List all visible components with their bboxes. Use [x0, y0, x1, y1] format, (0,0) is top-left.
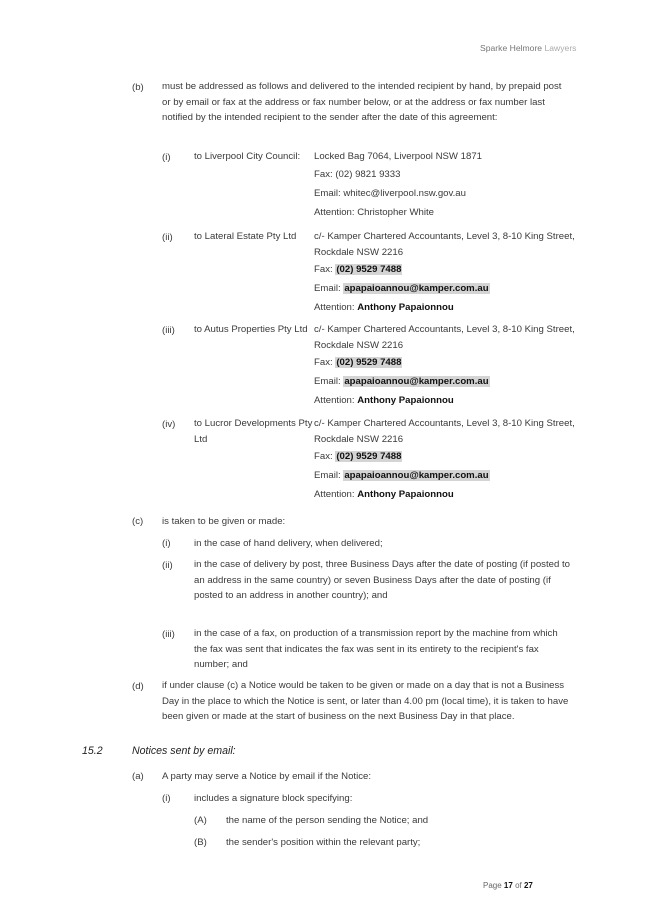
- email-label: Email:: [314, 470, 341, 481]
- sub-sub-clause-text: the sender's position within the relevant party;: [226, 837, 421, 848]
- clause-c-text: is taken to be given or made:: [162, 516, 286, 527]
- recipient-label: (iv): [162, 419, 176, 430]
- total-pages: 27: [523, 881, 533, 890]
- attention-label: Attention:: [314, 302, 355, 313]
- section-title: Notices sent by email:: [132, 745, 236, 757]
- clause-d-text: if under clause (c) a Notice would be taken to be given or made on a day that is not a Business Day in the place to which the Notice is sent, or later than 4.00 pm (local time), it is taken to have been given or made at the start of business on the next Business Day in that place.: [162, 680, 569, 722]
- fax-label: Fax:: [314, 451, 333, 462]
- section-number: 15.2: [82, 745, 103, 757]
- sub-clause-label: (iii): [162, 629, 175, 640]
- attention-label: Attention:: [314, 395, 355, 406]
- fax-number: (02) 9821 9333: [335, 169, 401, 180]
- email-address: apapaioannou@kamper.com.au: [344, 376, 489, 387]
- email-label: Email:: [314, 283, 341, 294]
- page-number: [483, 881, 533, 890]
- attention-name: Anthony Papaionnou: [357, 302, 454, 313]
- email-address: apapaioannou@kamper.com.au: [344, 470, 489, 481]
- sub-clause-label: (i): [162, 538, 171, 549]
- sub-clause-text: in the case of delivery by post, three Business Days after the date of posting (if posted to an address in the same country) or seven Business Days after the date of posting (if posted to an address in another country); and: [194, 559, 570, 601]
- recipient-email: [314, 376, 490, 387]
- recipient-name: to Lateral Estate Pty Ltd: [194, 231, 297, 242]
- recipient-fax: [314, 451, 402, 462]
- clause-label-a: (a): [132, 771, 144, 782]
- recipient-fax: [314, 264, 402, 275]
- recipient-label: (ii): [162, 232, 173, 243]
- recipient-email: [314, 188, 466, 199]
- recipient-address: c/- Kamper Chartered Accountants, Level 3, 8-10 King Street, Rockdale NSW 2216: [314, 324, 575, 351]
- fax-label: Fax:: [314, 264, 333, 275]
- fax-label: Fax:: [314, 169, 333, 180]
- attention-name: Anthony Papaionnou: [357, 395, 454, 406]
- recipient-name: to Lucror Developments Pty Ltd: [194, 418, 313, 445]
- email-label: Email:: [314, 188, 341, 199]
- fax-number: (02) 9529 7488: [336, 264, 402, 275]
- recipient-fax: [314, 169, 400, 180]
- recipient-address: Locked Bag 7064, Liverpool NSW 1871: [314, 151, 482, 162]
- sub-clause-label: (i): [162, 793, 171, 804]
- attention-name: Christopher White: [357, 207, 434, 218]
- fax-label: Fax:: [314, 357, 333, 368]
- recipient-name: to Autus Properties Pty Ltd: [194, 324, 308, 335]
- recipient-attention: [314, 395, 454, 406]
- email-label: Email:: [314, 376, 341, 387]
- recipient-attention: [314, 489, 454, 500]
- recipient-fax: [314, 357, 402, 368]
- sub-sub-clause-text: the name of the person sending the Notice; and: [226, 815, 429, 826]
- sub-clause-text: in the case of a fax, on production of a transmission report by the machine from which the fax was sent that indicates the fax was sent in its entirety to the recipient's fax number; and: [194, 628, 558, 670]
- recipient-email: [314, 470, 490, 481]
- attention-label: Attention:: [314, 489, 355, 500]
- fax-number: (02) 9529 7488: [336, 357, 402, 368]
- firm-name: Sparke Helmore: [480, 43, 543, 53]
- sub-clause-label: (ii): [162, 560, 173, 571]
- email-address: apapaioannou@kamper.com.au: [344, 283, 489, 294]
- page-prefix: Page: [483, 881, 502, 890]
- page-of: of: [515, 881, 522, 890]
- clause-label-d: (d): [132, 681, 144, 692]
- sub-clause-text: in the case of hand delivery, when delivered;: [194, 538, 383, 549]
- attention-name: Anthony Papaionnou: [357, 489, 454, 500]
- email-address: whitec@liverpool.nsw.gov.au: [343, 188, 466, 199]
- recipient-label: (i): [162, 152, 171, 163]
- recipient-label: (iii): [162, 325, 175, 336]
- sub-sub-clause-label: (A): [194, 815, 207, 826]
- current-page: 17: [503, 881, 513, 890]
- fax-number: (02) 9529 7488: [336, 451, 402, 462]
- recipient-name: to Liverpool City Council:: [194, 151, 301, 162]
- page-header: [480, 43, 576, 53]
- recipient-email: [314, 283, 490, 294]
- recipient-address: c/- Kamper Chartered Accountants, Level 3, 8-10 King Street, Rockdale NSW 2216: [314, 418, 575, 445]
- clause-a-text: A party may serve a Notice by email if the Notice:: [162, 771, 372, 782]
- attention-label: Attention:: [314, 207, 355, 218]
- clause-label-c: (c): [132, 516, 144, 527]
- clause-label-b: (b): [132, 82, 144, 93]
- clause-b-text: must be addressed as follows and delivered to the intended recipient by hand, by prepaid post or by email or fax at the address or fax number below, or at the address or fax number last notified by the intended recipient to the sender after the date of this agreement:: [162, 81, 562, 123]
- sub-clause-text: includes a signature block specifying:: [194, 793, 353, 804]
- recipient-attention: [314, 302, 454, 313]
- recipient-address: c/- Kamper Chartered Accountants, Level 3, 8-10 King Street, Rockdale NSW 2216: [314, 231, 575, 258]
- sub-sub-clause-label: (B): [194, 837, 207, 848]
- recipient-attention: [314, 207, 434, 218]
- firm-suffix: Lawyers: [544, 43, 577, 53]
